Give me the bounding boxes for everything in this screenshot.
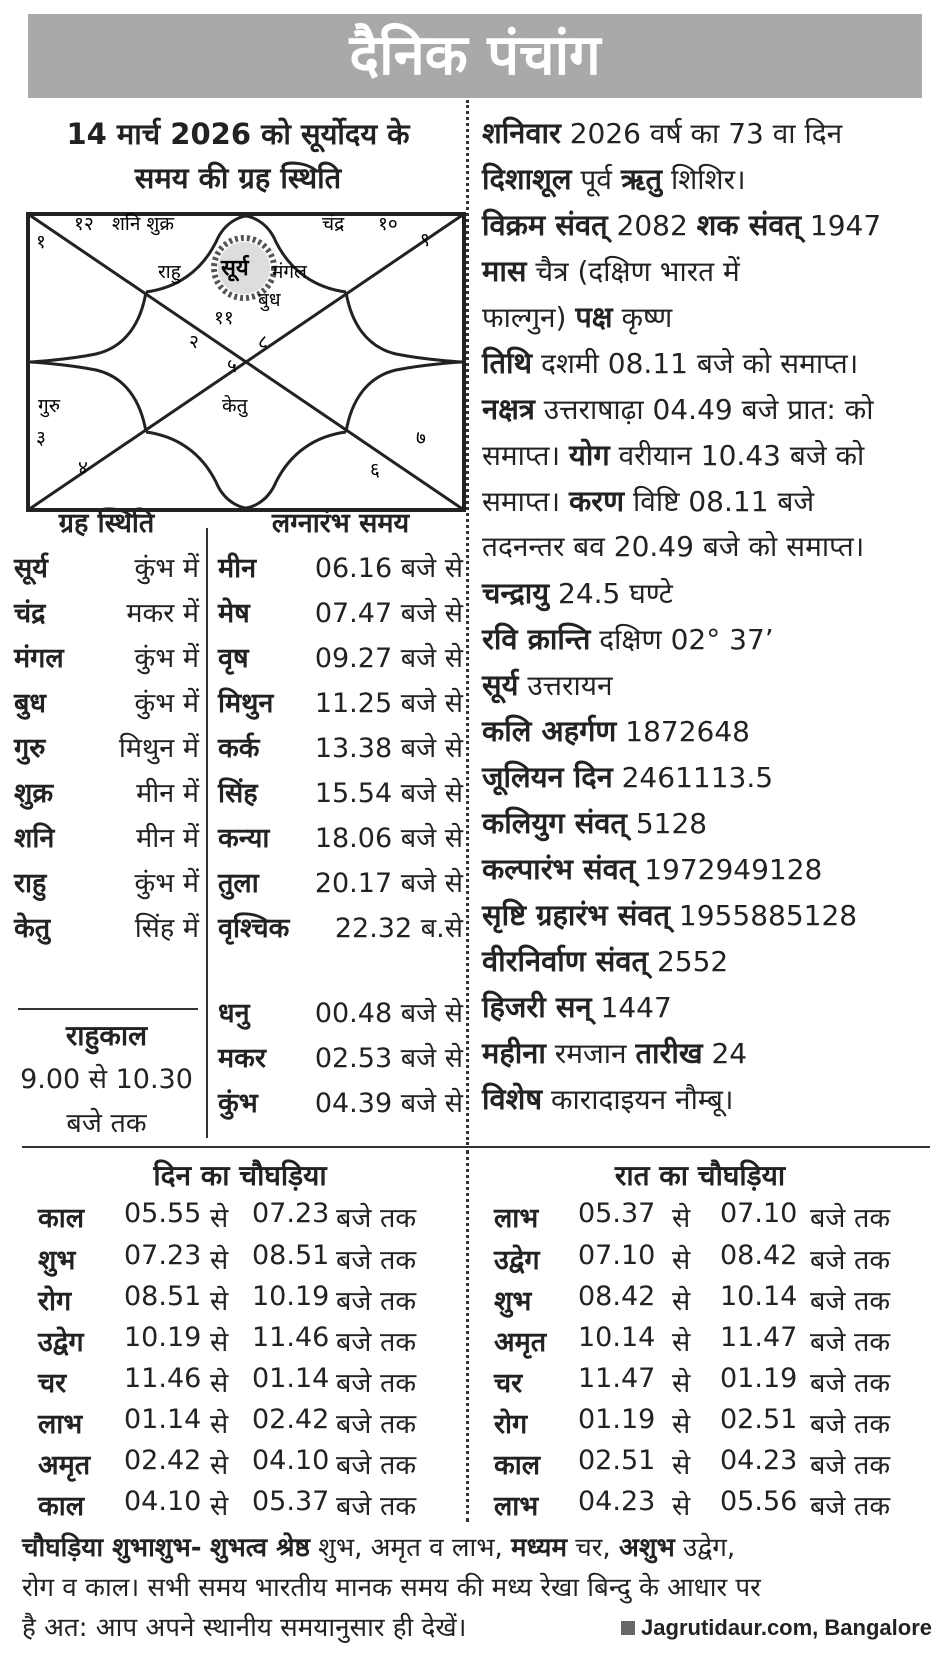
graha-rashi: मकर में (126, 598, 199, 629)
choghadiya-tail: बजे तक (336, 1450, 417, 1481)
kundali-arc-right (346, 292, 462, 432)
graha-name: बुध (14, 688, 47, 719)
choghadiya-to: 05.37 (252, 1486, 330, 1517)
footer-label: अशुभ (618, 1533, 675, 1563)
source-text: Jagrutidaur.com, Bangalore (641, 1615, 932, 1640)
footer-text: है अत: आप अपने स्थानीय समयानुसार ही देखें। (22, 1613, 467, 1643)
choghadiya-row (494, 1240, 934, 1280)
house-number: १ (36, 231, 46, 253)
house-number: १० (378, 213, 398, 235)
choghadiya-from: 11.47 (578, 1363, 656, 1394)
info-line (482, 846, 822, 893)
lagna-name: मिथुन (218, 688, 274, 719)
choghadiya-from: 07.10 (578, 1240, 656, 1271)
choghadiya-to: 10.14 (720, 1281, 798, 1312)
lagna-time: 20.17 बजे से (314, 868, 463, 899)
info-value: उत्तराषाढ़ा 04.49 बजे प्रात: को (534, 393, 874, 426)
page-title: दैनिक पंचांग (28, 14, 922, 98)
choghadiya-name: अमृत (38, 1450, 91, 1481)
choghadiya-from: 02.51 (578, 1445, 656, 1476)
info-label: मास (482, 254, 527, 288)
kundali-chart (26, 212, 466, 512)
night-choghadiya-heading: रात का चौघड़िया (614, 1159, 786, 1192)
info-line (482, 478, 814, 525)
planet-label: सूर्य (221, 256, 249, 281)
house-number: ८ (258, 331, 268, 353)
choghadiya-name: लाभ (494, 1203, 539, 1234)
info-value: चैत्र (दक्षिण भारत में (526, 255, 740, 288)
choghadiya-tail: बजे तक (336, 1245, 417, 1276)
info-line (482, 524, 864, 570)
lagna-row (218, 1038, 463, 1078)
info-label: नक्षत्र (482, 392, 535, 426)
info-value: 24.5 घण्टे (549, 577, 673, 610)
info-line (482, 570, 673, 617)
choghadiya-to: 10.19 (252, 1281, 330, 1312)
graha-row (14, 548, 199, 588)
info-value: समाप्त। (482, 439, 570, 472)
choghadiya-tail: बजे तक (810, 1368, 891, 1399)
lagna-name: कर्क (218, 733, 260, 764)
choghadiya-row (494, 1363, 934, 1403)
square-icon (621, 1621, 635, 1635)
graha-row (14, 638, 199, 678)
rahukal-heading: राहुकाल (65, 1019, 148, 1052)
choghadiya-tail: बजे तक (810, 1245, 891, 1276)
info-value: 2461113.5 (612, 761, 774, 794)
choghadiya-name: चर (38, 1368, 67, 1399)
choghadiya-se: से (210, 1491, 229, 1522)
choghadiya-row (494, 1281, 934, 1321)
lagna-time: 04.39 बजे से (314, 1088, 463, 1119)
lagna-row (218, 993, 463, 1033)
lagna-row (218, 863, 463, 903)
graha-rashi: सिंह में (134, 913, 199, 944)
info-value: वरीयान 10.43 बजे को (609, 439, 865, 472)
choghadiya-to: 07.10 (720, 1198, 798, 1229)
lagna-row (218, 683, 463, 723)
info-value: 24 (702, 1037, 748, 1070)
choghadiya-row (494, 1322, 934, 1362)
info-label: ऋतु (620, 162, 663, 196)
choghadiya-row (38, 1445, 458, 1485)
graha-name: शुक्र (14, 778, 54, 809)
choghadiya-se: से (672, 1327, 691, 1358)
footer-line3 (22, 1608, 932, 1648)
house-number: ५ (227, 355, 237, 377)
choghadiya-from: 02.42 (124, 1445, 202, 1476)
choghadiya-se: से (672, 1409, 691, 1440)
house-number: २ (189, 331, 199, 353)
info-label: करण (569, 484, 625, 518)
info-label: वीरनिर्वाण संवत् (482, 944, 649, 978)
house-number: १२ (74, 213, 94, 235)
info-label: सृष्टि ग्रहारंभ संवत् (482, 898, 671, 932)
choghadiya-name: रोग (494, 1409, 528, 1440)
choghadiya-name: शुभ (38, 1245, 76, 1276)
info-line (482, 708, 750, 755)
choghadiya-divider (22, 1146, 930, 1148)
house-number: ६ (370, 459, 380, 481)
day-choghadiya-heading: दिन का चौघड़िया (153, 1159, 327, 1192)
info-label: विशेष (482, 1082, 543, 1116)
lagna-time: 00.48 बजे से (314, 998, 463, 1029)
choghadiya-row (38, 1363, 458, 1403)
rahukal-box (14, 1014, 199, 1146)
info-value: तदनन्तर बव 20.49 बजे को समाप्त। (482, 530, 865, 563)
info-value: 5128 (626, 807, 708, 840)
choghadiya-to: 02.51 (720, 1404, 798, 1435)
planet-label: गुरु (38, 395, 61, 417)
lagna-time: 06.16 बजे से (314, 553, 463, 584)
rahukal-suffix: बजे तक (66, 1108, 147, 1139)
footer-line1 (22, 1528, 932, 1568)
choghadiya-row (494, 1404, 934, 1444)
info-line (482, 156, 746, 203)
footer-text: उद्वेग, (674, 1533, 736, 1563)
choghadiya-from: 01.14 (124, 1404, 202, 1435)
footer-text: चर, (567, 1533, 619, 1563)
info-line (482, 340, 858, 387)
choghadiya-name: लाभ (494, 1491, 539, 1522)
choghadiya-se: से (210, 1203, 229, 1234)
choghadiya-from: 11.46 (124, 1363, 202, 1394)
choghadiya-tail: बजे तक (810, 1450, 891, 1481)
footer-note (22, 1528, 932, 1648)
rahukal-time: 9.00 से 10.30 (20, 1064, 193, 1095)
choghadiya-tail: बजे तक (336, 1409, 417, 1440)
choghadiya-from: 05.37 (578, 1198, 656, 1229)
choghadiya-se: से (210, 1245, 229, 1276)
info-line (482, 892, 857, 939)
info-line (482, 662, 613, 709)
house-number: ३ (36, 427, 46, 449)
info-line (482, 1030, 747, 1077)
info-line (482, 754, 773, 801)
lagna-name: मेष (218, 598, 250, 629)
choghadiya-from: 07.23 (124, 1240, 202, 1271)
info-value: कारादाइयन नौम्बू। (542, 1083, 734, 1116)
lagna-name: धनु (218, 998, 250, 1029)
choghadiya-se: से (210, 1409, 229, 1440)
choghadiya-name: काल (38, 1203, 85, 1234)
info-value: कृष्ण (612, 301, 673, 334)
info-value: विष्टि 08.11 बजे (624, 485, 815, 518)
info-label: कलि अहर्गण (482, 714, 617, 748)
lagna-time: 02.53 बजे से (314, 1043, 463, 1074)
source-credit (621, 1608, 932, 1648)
lagna-time: 22.32 ब.से (334, 913, 463, 944)
info-value: 2026 वर्ष का 73 वा दिन (560, 117, 843, 150)
info-value: पूर्व (571, 163, 621, 196)
rahukal-divider (18, 1008, 198, 1010)
graha-rashi: कुंभ में (134, 688, 199, 719)
info-label: पक्ष (575, 300, 613, 334)
lagna-name: कुंभ (218, 1088, 258, 1119)
info-value: उत्तरायन (518, 669, 613, 702)
info-value: फाल्गुन) (482, 301, 576, 334)
graha-name: केतु (14, 913, 51, 944)
info-label: दिशाशूल (482, 162, 572, 196)
graha-name: सूर्य (14, 553, 48, 584)
choghadiya-tail: बजे तक (810, 1203, 891, 1234)
choghadiya-tail: बजे तक (810, 1491, 891, 1522)
choghadiya-from: 04.10 (124, 1486, 202, 1517)
info-label: तिथि (482, 346, 533, 380)
info-label: चन्द्रायु (482, 576, 550, 610)
info-value: 2082 (607, 209, 697, 242)
choghadiya-name: चर (494, 1368, 523, 1399)
lagna-row (218, 593, 463, 633)
info-value: 2552 (648, 945, 729, 978)
footer-label: चौघड़िया शुभाशुभ- (22, 1533, 202, 1563)
info-line (482, 248, 740, 295)
graha-rashi: मिथुन में (118, 733, 199, 764)
info-label: महीना (482, 1036, 546, 1070)
choghadiya-to: 01.19 (720, 1363, 798, 1394)
info-value: 1955885128 (670, 899, 858, 932)
choghadiya-name: काल (38, 1491, 85, 1522)
graha-name: मंगल (14, 643, 64, 674)
choghadiya-from: 10.19 (124, 1322, 202, 1353)
house-number: ११ (214, 307, 234, 329)
choghadiya-name: शुभ (494, 1286, 532, 1317)
graha-row (14, 818, 199, 858)
column-divider (466, 100, 469, 1145)
choghadiya-tail: बजे तक (336, 1327, 417, 1358)
planet-label: चंद्र (322, 213, 345, 235)
choghadiya-tail: बजे तक (810, 1409, 891, 1440)
choghadiya-se: से (672, 1286, 691, 1317)
info-label: सूर्य (482, 668, 519, 702)
choghadiya-column-divider (466, 1150, 469, 1522)
info-label: शनिवार (482, 116, 561, 150)
graha-rashi: कुंभ में (134, 643, 199, 674)
choghadiya-tail: बजे तक (810, 1286, 891, 1317)
info-label: हिजरी सन् (482, 990, 592, 1024)
graha-name: शनि (14, 823, 55, 854)
choghadiya-to: 07.23 (252, 1198, 330, 1229)
graha-rashi: मीन में (136, 778, 199, 809)
footer-line2: रोग व काल। सभी समय भारतीय मानक समय की मध्य रेखा बिन्दु के आधार पर (22, 1573, 761, 1603)
choghadiya-name: उद्वेग (38, 1327, 84, 1358)
lagna-row (218, 773, 463, 813)
info-line (482, 616, 774, 663)
lagna-time: 11.25 बजे से (314, 688, 463, 719)
info-line (482, 110, 842, 157)
planet-label: बुध (258, 289, 281, 311)
kundali-title-line1: 14 मार्च 2026 को सूर्योदय के (66, 117, 410, 151)
lagna-time: 09.27 बजे से (314, 643, 463, 674)
choghadiya-to: 01.14 (252, 1363, 330, 1394)
graha-rashi: मीन में (136, 823, 199, 854)
graha-lagna-divider (206, 528, 208, 1138)
choghadiya-row (494, 1445, 934, 1485)
planet-label: मंगल (272, 261, 307, 283)
lagna-row (218, 908, 463, 948)
house-number: ७ (416, 427, 426, 449)
choghadiya-to: 11.47 (720, 1322, 798, 1353)
kundali-title (20, 112, 456, 200)
choghadiya-to: 08.42 (720, 1240, 798, 1271)
info-value: दक्षिण 02° 37’ (590, 623, 774, 656)
kundali-arc-bottom (146, 432, 346, 508)
lagna-name: सिंह (218, 778, 258, 809)
info-line (482, 294, 672, 341)
info-label: तारीख (635, 1036, 703, 1070)
lagna-name: वृष (218, 643, 249, 674)
footer-label: शुभत्व श्रेष्ठ (209, 1533, 310, 1563)
lagna-time: 13.38 बजे से (314, 733, 463, 764)
info-line (482, 800, 707, 847)
graha-name: गुरु (14, 733, 46, 764)
planet-label: शनि शुक्र (112, 213, 174, 235)
choghadiya-from: 04.23 (578, 1486, 656, 1517)
graha-row (14, 908, 199, 948)
info-value: 1872648 (616, 715, 750, 748)
graha-sthiti-heading: ग्रह स्थिति (58, 508, 155, 539)
lagna-row (218, 1083, 463, 1123)
choghadiya-row (494, 1486, 934, 1526)
choghadiya-tail: बजे तक (810, 1327, 891, 1358)
choghadiya-tail: बजे तक (336, 1368, 417, 1399)
lagna-name: मीन (218, 553, 257, 584)
footer-label: मध्यम (511, 1533, 567, 1563)
graha-row (14, 728, 199, 768)
lagna-time: 07.47 बजे से (314, 598, 463, 629)
choghadiya-to: 04.23 (720, 1445, 798, 1476)
lagna-row (218, 548, 463, 588)
info-line (482, 984, 672, 1031)
choghadiya-name: उद्वेग (494, 1245, 540, 1276)
info-label: कल्पारंभ संवत् (482, 852, 636, 886)
lagna-time: 15.54 बजे से (314, 778, 463, 809)
choghadiya-row (38, 1404, 458, 1444)
info-value: शिशिर। (662, 163, 746, 196)
choghadiya-from: 05.55 (124, 1198, 202, 1229)
choghadiya-se: से (672, 1203, 691, 1234)
info-value: समाप्त। (482, 485, 570, 518)
info-value: रमजान (545, 1037, 636, 1070)
choghadiya-to: 08.51 (252, 1240, 330, 1271)
choghadiya-name: रोग (38, 1286, 72, 1317)
lagna-heading: लग्नारंभ समय (271, 508, 410, 539)
info-line (482, 432, 864, 479)
graha-name: राहु (14, 868, 47, 899)
lagna-time: 18.06 बजे से (314, 823, 463, 854)
choghadiya-se: से (672, 1245, 691, 1276)
graha-row (14, 773, 199, 813)
house-number: ९ (420, 229, 430, 251)
choghadiya-se: से (672, 1491, 691, 1522)
info-label: शक संवत् (696, 208, 802, 242)
choghadiya-from: 08.51 (124, 1281, 202, 1312)
choghadiya-se: से (210, 1327, 229, 1358)
lagna-name: तुला (218, 868, 259, 899)
graha-name: चंद्र (14, 598, 46, 629)
choghadiya-from: 01.19 (578, 1404, 656, 1435)
choghadiya-to: 02.42 (252, 1404, 330, 1435)
info-label: कलियुग संवत् (482, 806, 627, 840)
choghadiya-to: 11.46 (252, 1322, 330, 1353)
house-number: ४ (78, 457, 88, 479)
choghadiya-row (38, 1281, 458, 1321)
choghadiya-to: 05.56 (720, 1486, 798, 1517)
info-value: 1447 (591, 991, 672, 1024)
info-line (482, 386, 874, 433)
choghadiya-row (38, 1198, 458, 1238)
choghadiya-name: अमृत (494, 1327, 547, 1358)
planet-label: केतु (222, 395, 248, 417)
graha-rashi: कुंभ में (134, 868, 199, 899)
lagna-row (218, 728, 463, 768)
info-value: 1947 (801, 209, 882, 242)
info-value: दशमी 08.11 बजे को समाप्त। (532, 347, 859, 380)
choghadiya-from: 08.42 (578, 1281, 656, 1312)
choghadiya-row (38, 1240, 458, 1280)
lagna-row (218, 818, 463, 858)
kundali-title-line2: समय की ग्रह स्थिति (134, 161, 342, 195)
choghadiya-tail: बजे तक (336, 1491, 417, 1522)
graha-row (14, 863, 199, 903)
lagna-row (218, 638, 463, 678)
choghadiya-se: से (210, 1286, 229, 1317)
choghadiya-row (494, 1198, 934, 1238)
graha-row (14, 683, 199, 723)
info-label: योग (569, 438, 610, 472)
planet-label: राहु (158, 261, 181, 283)
graha-rashi: कुंभ में (134, 553, 199, 584)
choghadiya-tail: बजे तक (336, 1203, 417, 1234)
choghadiya-se: से (672, 1450, 691, 1481)
choghadiya-name: काल (494, 1450, 541, 1481)
choghadiya-from: 10.14 (578, 1322, 656, 1353)
lagna-name: कन्या (218, 823, 270, 854)
lagna-name: वृश्चिक (218, 913, 290, 944)
choghadiya-se: से (210, 1368, 229, 1399)
info-line (482, 1076, 734, 1123)
lagna-name: मकर (218, 1043, 266, 1074)
choghadiya-name: लाभ (38, 1409, 83, 1440)
choghadiya-row (38, 1486, 458, 1526)
info-label: जूलियन दिन (482, 760, 613, 794)
info-line (482, 938, 728, 985)
graha-row (14, 593, 199, 633)
info-label: रवि क्रान्ति (482, 622, 591, 656)
choghadiya-se: से (210, 1450, 229, 1481)
info-label: विक्रम संवत् (482, 208, 608, 242)
info-value: 1972949128 (635, 853, 823, 886)
choghadiya-se: से (672, 1368, 691, 1399)
info-line (482, 202, 881, 249)
choghadiya-row (38, 1322, 458, 1362)
choghadiya-to: 04.10 (252, 1445, 330, 1476)
choghadiya-tail: बजे तक (336, 1286, 417, 1317)
footer-text: शुभ, अमृत व लाभ, (309, 1533, 512, 1563)
